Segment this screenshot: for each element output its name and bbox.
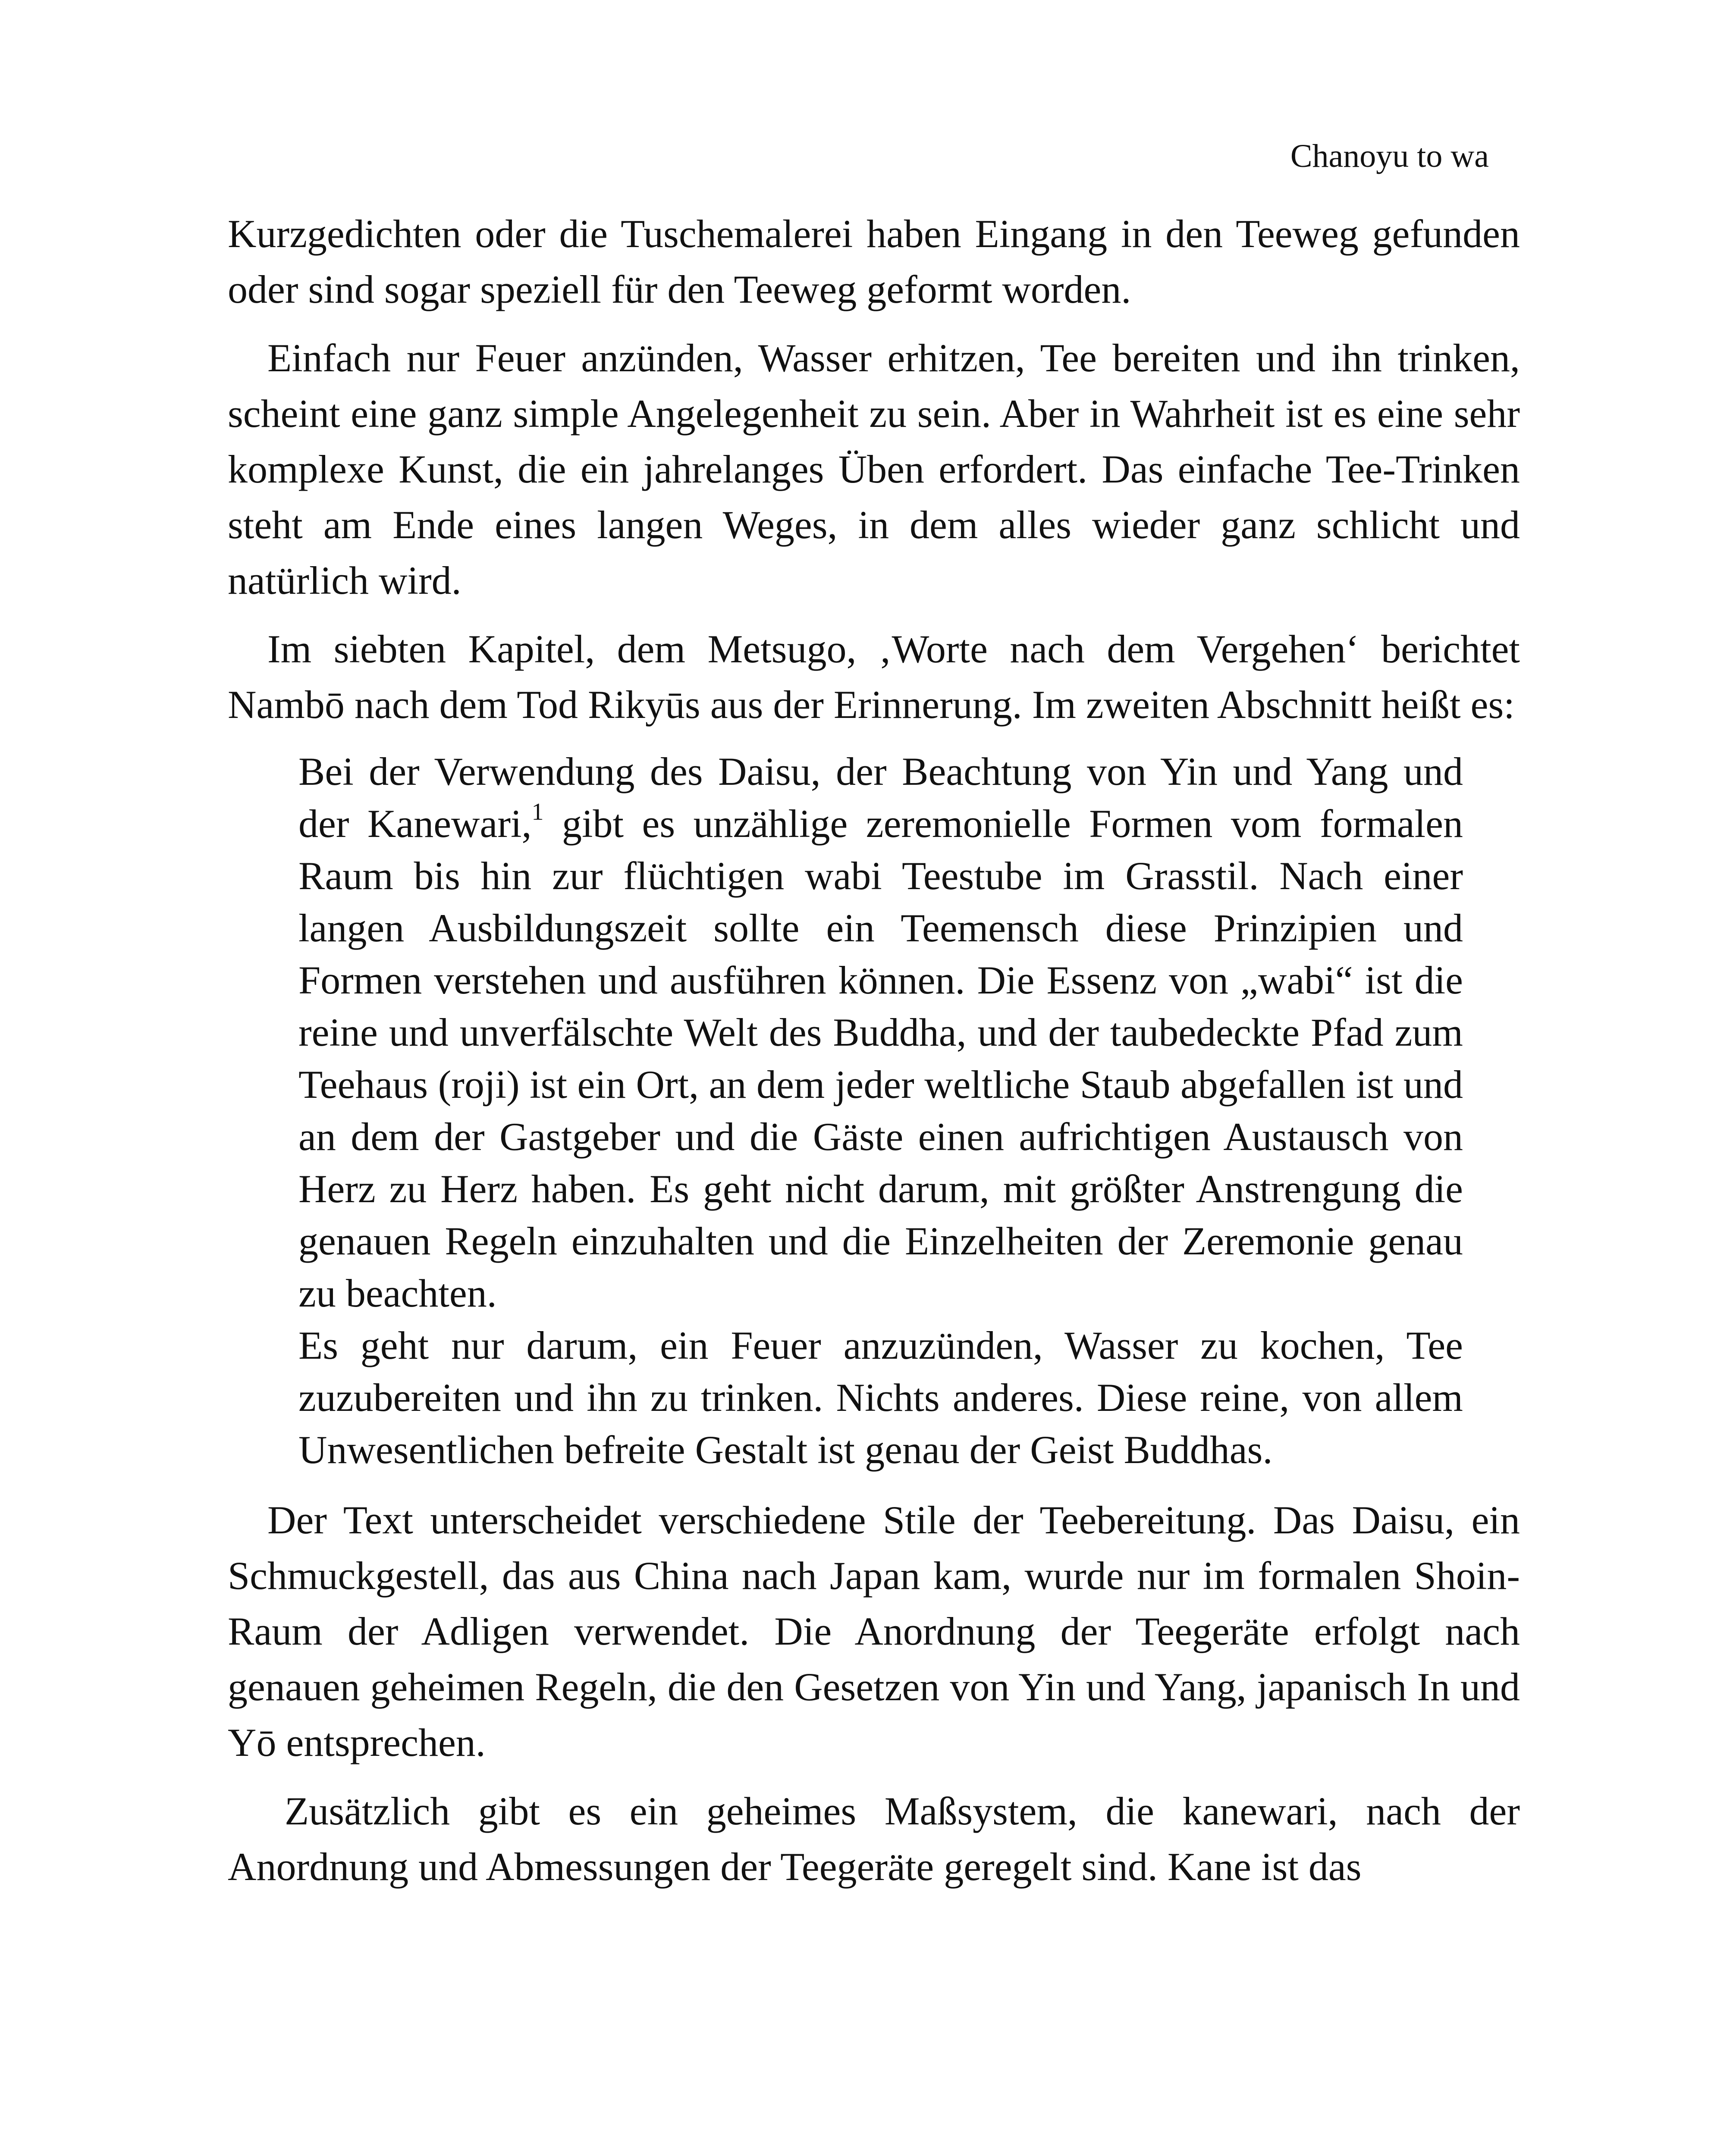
block-quote <box>228 746 1520 1476</box>
footnote-reference: 1 <box>531 799 544 826</box>
quote-part-1 <box>298 746 1463 1319</box>
paragraph-4: Der Text unterscheidet verschiedene Stile der Teebereitung. Das Daisu, ein Schmuckgestell, das aus China nach Japan kam, wurde nur im formalen Shoin-Raum der Adligen verwendet. Die Anordnung der Teegeräte erfolgt nach genauen geheimen Regeln, die den Gesetzen von Yin und Yang, japanisch In und Yō entsprechen. <box>228 1498 1520 1764</box>
paragraph-5: Zusätzlich gibt es ein geheimes Maßsystem, die kanewari, nach der Anordnung und Abmessungen der Teegeräte geregelt sind. Kane ist das <box>228 1789 1520 1889</box>
quote-part-1-start: Bei der Verwendung des Daisu, der Beachtung von Yin und Yang und der Kanewari, <box>298 749 1463 846</box>
paragraph-3: Im siebten Kapitel, dem Metsugo, ‚Worte nach dem Vergehen‘ berichtet Nambō nach dem Tod Rikyūs aus der Erinnerung. Im zweiten Abschnitt heißt es: <box>228 627 1520 727</box>
main-text <box>228 206 1520 1908</box>
paragraph-2: Einfach nur Feuer anzünden, Wasser erhitzen, Tee bereiten und ihn trinken, scheint eine ganz simple Angelegenheit zu sein. Aber in Wahrheit ist es eine sehr komplexe Kunst, die ein jahrelanges Üben erfordert. Das einfache Tee-Trinken steht am Ende eines langen Weges, in dem alles wieder ganz schlicht und natürlich wird. <box>228 336 1520 602</box>
paragraph-1: Kurzgedichten oder die Tuschemalerei haben Eingang in den Teeweg gefunden oder sind sogar speziell für den Teeweg geformt worden. <box>228 212 1520 311</box>
running-head: Chanoyu to wa <box>1290 138 1489 174</box>
quote-part-2: Es geht nur darum, ein Feuer anzuzünden, Wasser zu kochen, Tee zuzubereiten und ihn zu trinken. Nichts anderes. Diese reine, von allem Unwesentlichen befreite Gestalt ist genau der Geist Buddhas. <box>298 1323 1463 1472</box>
quote-part-1-end: gibt es unzählige zeremonielle Formen vom formalen Raum bis hin zur flüchtigen wabi Teestube im Grasstil. Nach einer langen Ausbildungszeit sollte ein Teemensch diese Prinzipien und Formen verstehen und ausführen können. Die Essenz von „wabi“ ist die reine und unverfälschte Welt des Buddha, und der taubedeckte Pfad zum Teehaus (roji) ist ein Ort, an dem jeder weltliche Staub abgefallen ist und an dem der Gastgeber und die Gäste einen aufrichtigen Austausch von Herz zu Herz haben. Es geht nicht darum, mit größter Anstrengung die genauen Regeln einzuhalten und die Einzelheiten der Zeremonie genau zu beachten. <box>298 802 1463 1315</box>
